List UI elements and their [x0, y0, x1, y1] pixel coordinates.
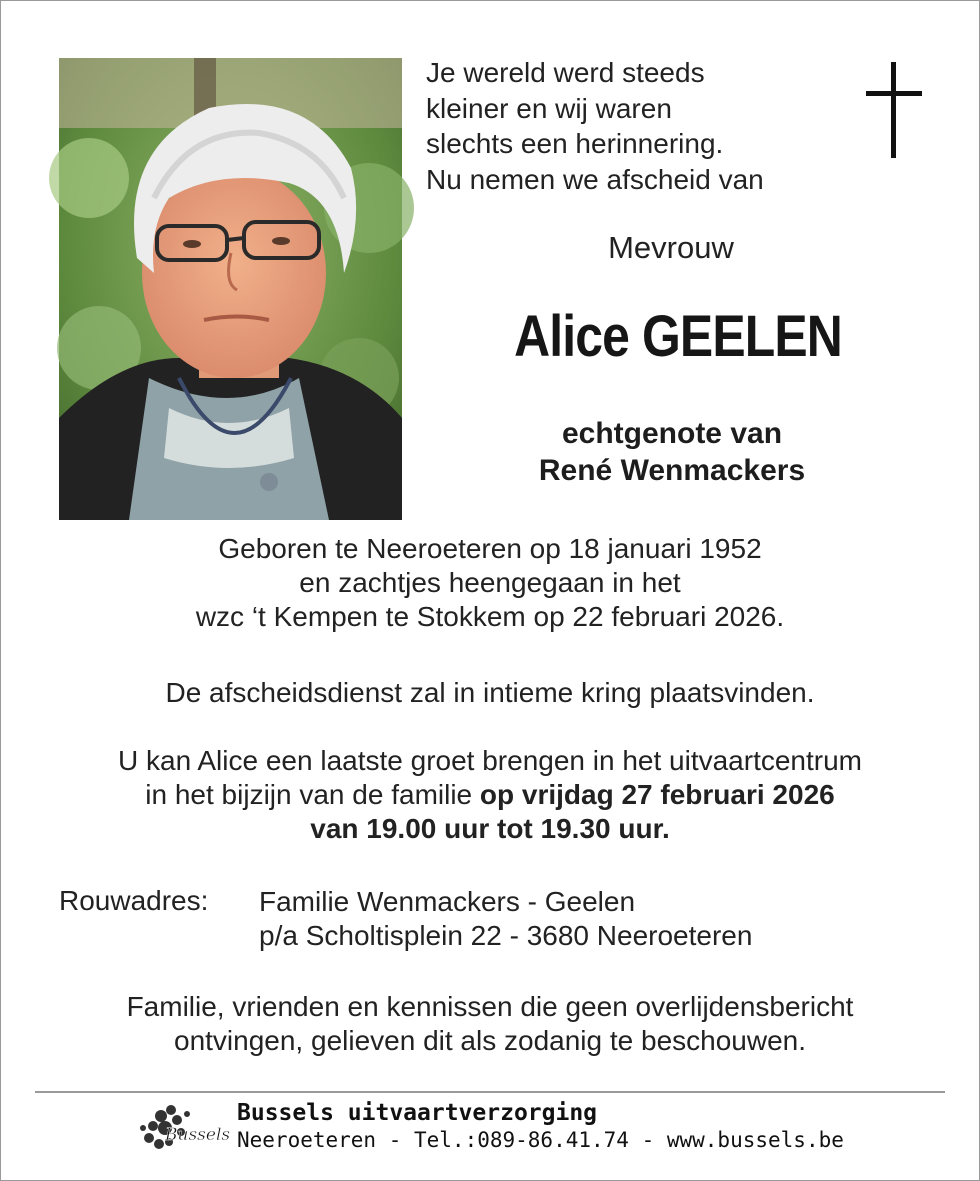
spouse-block [470, 415, 874, 489]
poem-line: kleiner en wij waren [426, 92, 672, 124]
poem [426, 55, 764, 197]
notice-line: ontvingen, gelieven dit als zodanig te beschouwen. [174, 1025, 806, 1056]
svg-text:Bussels: Bussels [165, 1125, 231, 1145]
born-line: Geboren te Neeroeteren op 18 januari 1952 [218, 533, 762, 564]
visit-line [0, 778, 980, 812]
address-block [259, 885, 752, 953]
company-name: Bussels uitvaartverzorging [237, 1100, 598, 1126]
notice-line: Familie, vrienden en kennissen die geen overlijdensbericht [126, 991, 854, 1022]
visit-details [0, 744, 980, 846]
poem-line: slechts een herinnering. [426, 128, 724, 159]
visit-date: op vrijdag 27 februari 2026 [479, 779, 835, 810]
spouse-name: René Wenmackers [538, 454, 806, 487]
cross-icon [866, 62, 922, 158]
service-notice: De afscheidsdienst zal in intieme kring plaatsvinden. [165, 677, 815, 708]
bussels-logo [131, 1098, 231, 1158]
born-line: wzc ‘t Kempen te Stokkem op 22 februari 2026. [195, 601, 785, 632]
birth-death-details [0, 532, 980, 634]
footer-divider [35, 1091, 945, 1093]
portrait-photo [59, 58, 402, 520]
address-line: Familie Wenmackers - Geelen [259, 886, 636, 917]
poem-line: Je wereld werd steeds [426, 57, 705, 88]
born-line: en zachtjes heengegaan in het [299, 567, 681, 598]
address-line: p/a Scholtisplein 22 - 3680 Neeroeteren [259, 920, 753, 951]
poem-line: Nu nemen we afscheid van [426, 163, 764, 195]
closing-notice [0, 990, 980, 1058]
visit-time-text: van 19.00 uur tot 19.30 uur. [310, 813, 670, 844]
relation-line: echtgenote van [561, 417, 783, 450]
visit-line: U kan Alice een laatste groet brengen in het uitvaartcentrum [118, 745, 862, 776]
address-label: Rouwadres: [59, 885, 209, 916]
visit-text: in het bijzijn van de familie [145, 779, 480, 810]
deceased-name: Alice GEELEN [514, 304, 842, 369]
deceased-title: Mevrouw [608, 230, 734, 265]
company-contact: Neeroeteren - Tel.:089-86.41.74 - www.bussels.be [237, 1128, 844, 1152]
visit-time [0, 812, 980, 846]
